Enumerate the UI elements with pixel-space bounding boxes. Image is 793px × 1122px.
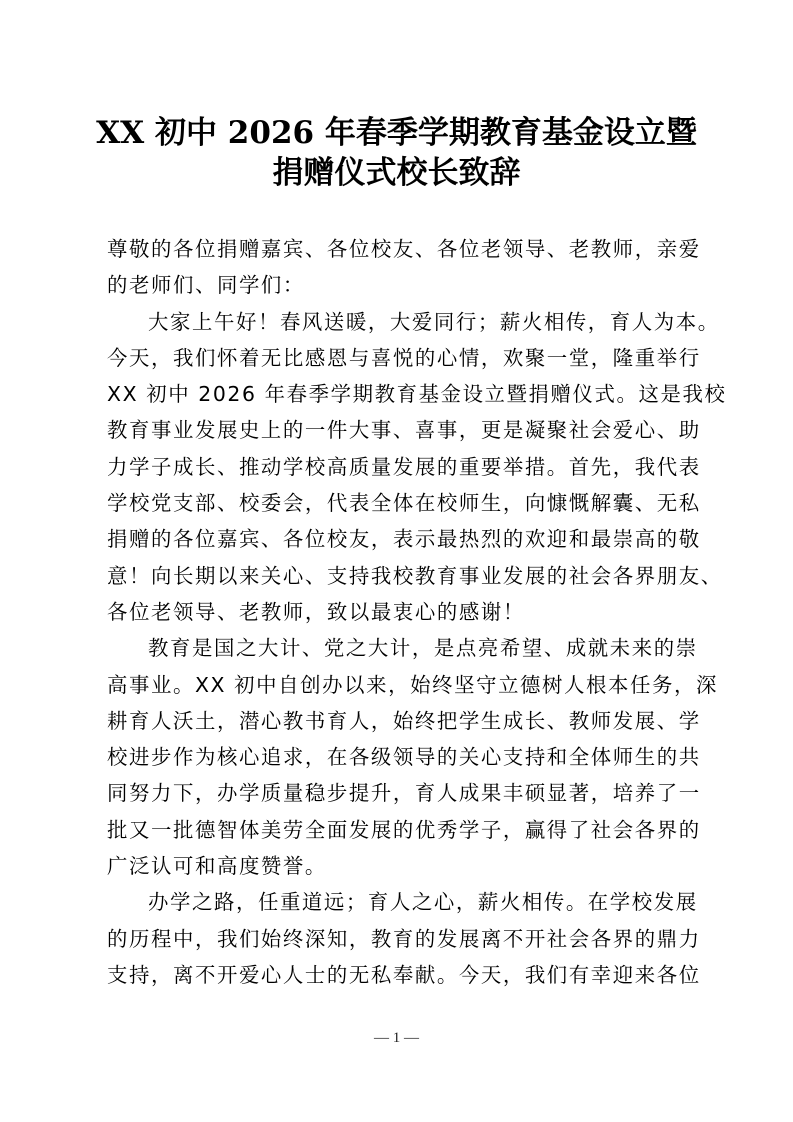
body-line: XX 初中 2026 年春季学期教育基金设立暨捐赠仪式。这是我校 <box>107 382 727 407</box>
body-line: 广泛认可和高度赞誉。 <box>107 854 327 879</box>
body-line: 教育是国之大计、党之大计，是点亮希望、成就未来的崇 <box>148 636 698 661</box>
body-line: 力学子成长、推动学校高质量发展的重要举措。首先，我代表 <box>107 454 701 479</box>
body-line: 办学之路，任重道远；育人之心，薪火相传。在学校发展 <box>148 890 698 915</box>
body-line: 大家上午好！春风送暖，大爱同行；薪火相传，育人为本。 <box>148 309 720 334</box>
document-body <box>107 231 727 993</box>
body-line: 的历程中，我们始终深知，教育的发展离不开社会各界的鼎力 <box>107 926 701 951</box>
document-title <box>0 113 793 193</box>
body-line: 批又一批德智体美劳全面发展的优秀学子，赢得了社会各界的 <box>107 817 701 842</box>
title-line-2: 捐赠仪式校长致辞 <box>272 155 521 191</box>
body-line: 意！向长期以来关心、支持我校教育事业发展的社会各界朋友、 <box>107 563 723 588</box>
body-line: 支持，离不开爱心人士的无私奉献。今天，我们有幸迎来各位 <box>107 962 701 987</box>
page-number: — 1 — <box>374 1030 419 1046</box>
body-line: 同努力下，办学质量稳步提升，育人成果丰硕显著，培养了一 <box>107 781 701 806</box>
body-line: 耕育人沃土，潜心教书育人，始终把学生成长、教师发展、学 <box>107 708 701 733</box>
body-line: 校进步作为核心追求，在各级领导的关心支持和全体师生的共 <box>107 745 701 770</box>
body-line: 捐赠的各位嘉宾、各位校友，表示最热烈的欢迎和最崇高的敬 <box>107 527 701 552</box>
body-line: 的老师们、同学们： <box>107 273 305 298</box>
body-line: 各位老领导、老教师，致以最衷心的感谢！ <box>107 599 525 624</box>
body-line: 尊敬的各位捐赠嘉宾、各位校友、各位老领导、老教师，亲爱 <box>107 237 701 261</box>
body-line: 教育事业发展史上的一件大事、喜事，更是凝聚社会爱心、助 <box>107 418 701 443</box>
body-line: 高事业。XX 初中自创办以来，始终坚守立德树人根本任务，深 <box>107 672 718 697</box>
title-line-1: XX 初中 2026 年春季学期教育基金设立暨 <box>96 115 697 151</box>
body-line: 今天，我们怀着无比感恩与喜悦的心情，欢聚一堂，隆重举行 <box>107 345 701 370</box>
body-line: 学校党支部、校委会，代表全体在校师生，向慷慨解囊、无私 <box>107 491 701 516</box>
